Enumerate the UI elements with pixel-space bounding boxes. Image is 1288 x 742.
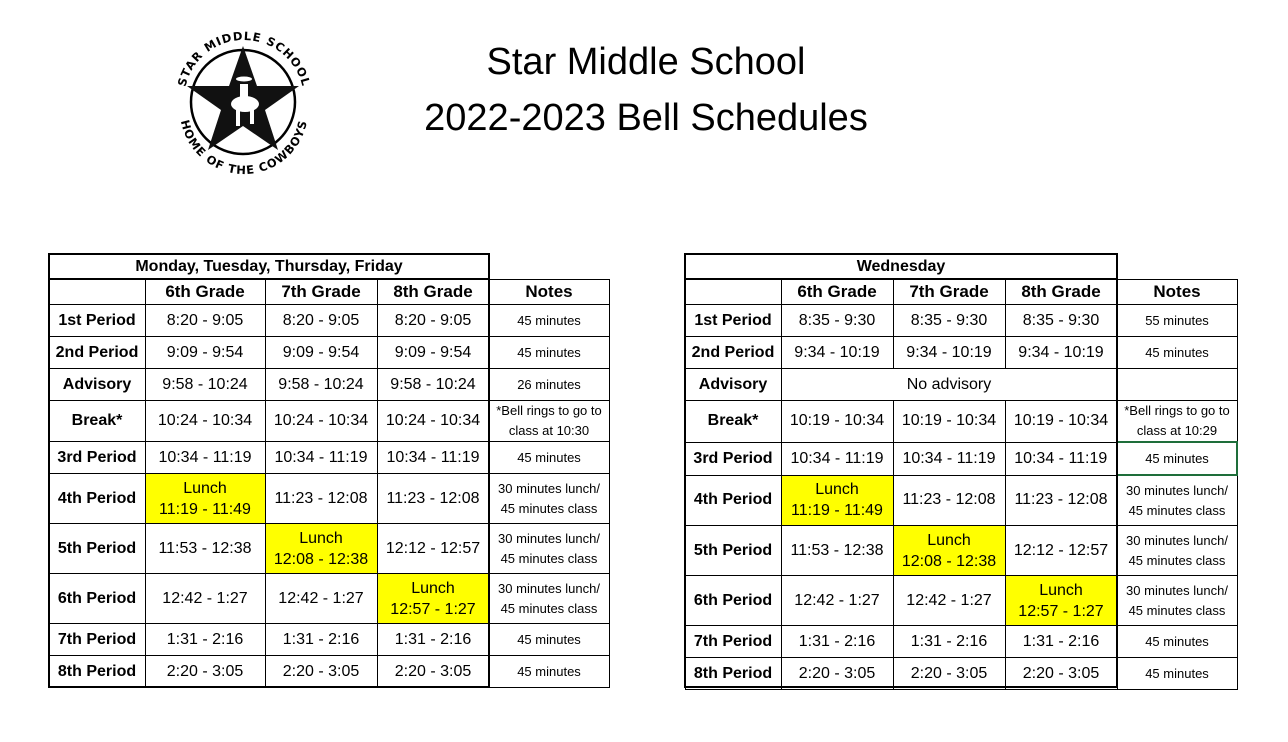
table-row: [685, 305, 1237, 337]
table-row: [685, 658, 1237, 690]
table-row: [49, 656, 609, 688]
col-header-7th: 7th Grade: [893, 279, 1005, 305]
time-cell: 12:42 - 1:27: [145, 574, 265, 624]
period-label: 3rd Period: [49, 442, 145, 474]
period-label: 2nd Period: [685, 337, 781, 369]
time-cell: 2:20 - 3:05: [893, 658, 1005, 690]
period-label: 8th Period: [685, 658, 781, 690]
time-cell: 2:20 - 3:05: [265, 656, 377, 688]
col-header-6th: 6th Grade: [145, 279, 265, 305]
time-cell: 2:20 - 3:05: [1005, 658, 1117, 690]
time-cell: 9:34 - 10:19: [781, 337, 893, 369]
lunch-cell: Lunch 12:57 - 1:27: [1005, 576, 1117, 626]
table-row: [685, 475, 1237, 526]
table-title: Monday, Tuesday, Thursday, Friday: [49, 254, 489, 279]
period-label: 3rd Period: [685, 442, 781, 475]
page-title-school: Star Middle School: [486, 41, 806, 83]
period-label: 1st Period: [685, 305, 781, 337]
time-cell: 2:20 - 3:05: [781, 658, 893, 690]
table-row: [49, 574, 609, 624]
time-cell: 10:19 - 10:34: [781, 401, 893, 443]
note-cell: 30 minutes lunch/ 45 minutes class: [489, 524, 609, 574]
col-header-notes: Notes: [489, 279, 609, 305]
note-cell: 30 minutes lunch/ 45 minutes class: [1117, 576, 1237, 626]
period-label: 2nd Period: [49, 337, 145, 369]
corner-cell: [685, 279, 781, 305]
time-cell: 11:53 - 12:38: [145, 524, 265, 574]
time-cell: 8:20 - 9:05: [145, 305, 265, 337]
time-cell: 11:23 - 12:08: [893, 475, 1005, 526]
period-label: 4th Period: [685, 475, 781, 526]
table-row: [685, 526, 1237, 576]
logo-text-top: STAR MIDDLE SCHOOL: [174, 28, 314, 89]
note-cell: 45 minutes: [489, 656, 609, 688]
table-row: [49, 305, 609, 337]
note-cell: 45 minutes: [1117, 337, 1237, 369]
lunch-cell: Lunch 12:57 - 1:27: [377, 574, 489, 624]
note-cell: 45 minutes: [489, 624, 609, 656]
table-row: [49, 369, 609, 401]
table-row: [685, 576, 1237, 626]
time-cell: 1:31 - 2:16: [893, 626, 1005, 658]
time-cell: 11:53 - 12:38: [781, 526, 893, 576]
period-label: Break*: [685, 401, 781, 443]
period-label: 5th Period: [685, 526, 781, 576]
period-label: Advisory: [49, 369, 145, 401]
period-label: 7th Period: [49, 624, 145, 656]
table-row: [685, 626, 1237, 658]
time-cell: 11:23 - 12:08: [377, 474, 489, 524]
table-row: [685, 442, 1237, 475]
time-cell: 10:24 - 10:34: [265, 401, 377, 442]
corner-cell: [49, 279, 145, 305]
time-cell: 9:34 - 10:19: [1005, 337, 1117, 369]
time-cell: 9:09 - 9:54: [377, 337, 489, 369]
time-cell: 1:31 - 2:16: [265, 624, 377, 656]
note-cell: 45 minutes: [1117, 658, 1237, 690]
note-cell: 55 minutes: [1117, 305, 1237, 337]
time-cell: 9:34 - 10:19: [893, 337, 1005, 369]
note-cell: 26 minutes: [489, 369, 609, 401]
time-cell: 11:23 - 12:08: [1005, 475, 1117, 526]
time-cell: 10:34 - 11:19: [377, 442, 489, 474]
time-cell: 12:42 - 1:27: [893, 576, 1005, 626]
period-label: 6th Period: [685, 576, 781, 626]
period-label: 1st Period: [49, 305, 145, 337]
time-cell: 10:19 - 10:34: [893, 401, 1005, 443]
table-row: [49, 474, 609, 524]
time-cell: 10:34 - 11:19: [265, 442, 377, 474]
lunch-cell: Lunch 11:19 - 11:49: [781, 475, 893, 526]
schedule-table-mtthf: [48, 253, 610, 688]
col-header-8th: 8th Grade: [1005, 279, 1117, 305]
note-cell: *Bell rings to go to class at 10:30: [489, 401, 609, 442]
time-cell: 1:31 - 2:16: [781, 626, 893, 658]
time-cell: 10:34 - 11:19: [781, 442, 893, 475]
time-cell: 2:20 - 3:05: [377, 656, 489, 688]
note-cell: 30 minutes lunch/ 45 minutes class: [489, 574, 609, 624]
logo-text-bottom: HOME OF THE COWBOYS: [177, 118, 311, 178]
lunch-cell: Lunch 11:19 - 11:49: [145, 474, 265, 524]
table-row: [49, 524, 609, 574]
time-cell: 12:12 - 12:57: [377, 524, 489, 574]
period-label: 7th Period: [685, 626, 781, 658]
note-cell: 45 minutes: [489, 337, 609, 369]
time-cell: 9:58 - 10:24: [265, 369, 377, 401]
page-title-schedule: 2022-2023 Bell Schedules: [424, 97, 868, 139]
time-cell: 8:35 - 9:30: [1005, 305, 1117, 337]
note-cell: 45 minutes: [489, 442, 609, 474]
note-cell: 30 minutes lunch/ 45 minutes class: [489, 474, 609, 524]
period-label: 4th Period: [49, 474, 145, 524]
note-cell-selected[interactable]: 45 minutes: [1117, 442, 1237, 475]
time-cell: 2:20 - 3:05: [145, 656, 265, 688]
time-cell: 8:20 - 9:05: [265, 305, 377, 337]
period-label: 5th Period: [49, 524, 145, 574]
table-row: [49, 337, 609, 369]
time-cell: 10:19 - 10:34: [1005, 401, 1117, 443]
period-label: Advisory: [685, 369, 781, 401]
time-cell: 10:34 - 11:19: [145, 442, 265, 474]
time-cell: 12:42 - 1:27: [781, 576, 893, 626]
col-header-6th: 6th Grade: [781, 279, 893, 305]
time-cell: 10:34 - 11:19: [893, 442, 1005, 475]
table-row: [49, 624, 609, 656]
time-cell: 10:24 - 10:34: [145, 401, 265, 442]
lunch-cell: Lunch 12:08 - 12:38: [893, 526, 1005, 576]
time-cell: 9:09 - 9:54: [265, 337, 377, 369]
school-logo: [170, 22, 316, 178]
lunch-cell: Lunch 12:08 - 12:38: [265, 524, 377, 574]
col-header-8th: 8th Grade: [377, 279, 489, 305]
period-label: 8th Period: [49, 656, 145, 688]
time-cell: 8:35 - 9:30: [781, 305, 893, 337]
time-cell: 9:09 - 9:54: [145, 337, 265, 369]
time-cell: 1:31 - 2:16: [145, 624, 265, 656]
no-advisory-cell: No advisory: [781, 369, 1117, 401]
time-cell: 12:12 - 12:57: [1005, 526, 1117, 576]
note-cell: *Bell rings to go to class at 10:29: [1117, 401, 1237, 443]
table-row: [685, 369, 1237, 401]
time-cell: 8:35 - 9:30: [893, 305, 1005, 337]
time-cell: 9:58 - 10:24: [377, 369, 489, 401]
time-cell: 9:58 - 10:24: [145, 369, 265, 401]
time-cell: 1:31 - 2:16: [377, 624, 489, 656]
col-header-notes: Notes: [1117, 279, 1237, 305]
schedule-table-wednesday: [684, 253, 1238, 690]
time-cell: 1:31 - 2:16: [1005, 626, 1117, 658]
time-cell: 10:34 - 11:19: [1005, 442, 1117, 475]
table-row: [49, 401, 609, 442]
time-cell: 10:24 - 10:34: [377, 401, 489, 442]
table-row: [49, 442, 609, 474]
note-cell: 30 minutes lunch/ 45 minutes class: [1117, 475, 1237, 526]
col-header-7th: 7th Grade: [265, 279, 377, 305]
time-cell: 11:23 - 12:08: [265, 474, 377, 524]
time-cell: 12:42 - 1:27: [265, 574, 377, 624]
table-title: Wednesday: [685, 254, 1117, 279]
note-cell: 45 minutes: [489, 305, 609, 337]
period-label: Break*: [49, 401, 145, 442]
table-row: [685, 401, 1237, 443]
note-cell: 30 minutes lunch/ 45 minutes class: [1117, 526, 1237, 576]
time-cell: 8:20 - 9:05: [377, 305, 489, 337]
period-label: 6th Period: [49, 574, 145, 624]
table-row: [685, 337, 1237, 369]
note-cell: [1117, 369, 1237, 401]
note-cell: 45 minutes: [1117, 626, 1237, 658]
